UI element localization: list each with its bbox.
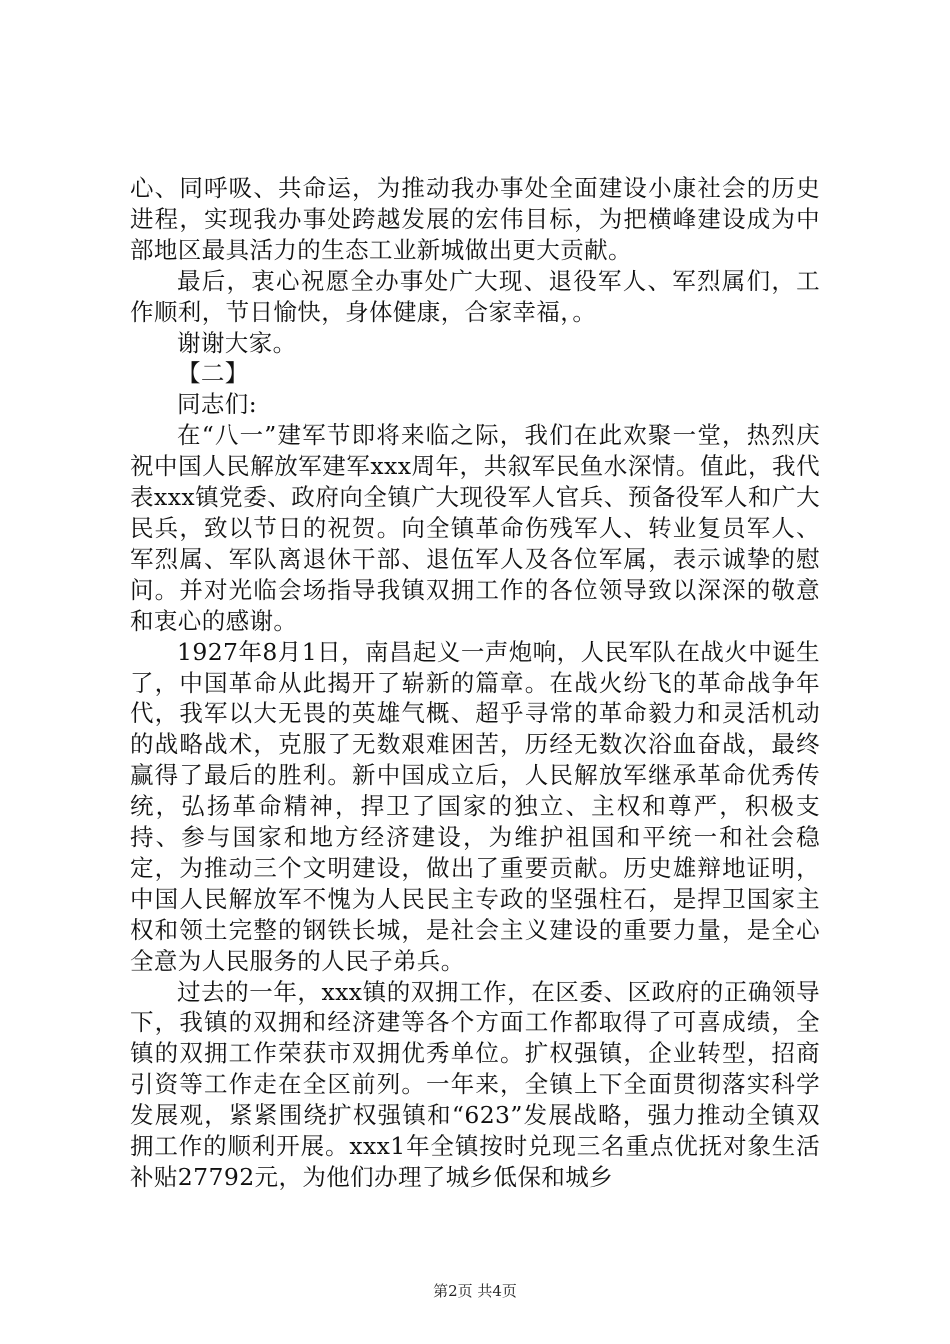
paragraph-continuation: 心、同呼吸、共命运，为推动我办事处全面建设小康社会的历史进程，实现我办事处跨越发展的宏伟目标，为把横峰建设成为中部地区最具活力的生态工业新城做出更大贡献。 (130, 174, 820, 264)
section-heading: 【二】 (177, 359, 249, 388)
salutation: 同志们: (177, 390, 258, 419)
page-number-footer: 第2页 共4页 (433, 1282, 517, 1300)
paragraph-history: 1927年8月1日，南昌起义一声炮响，人民军队在战火中诞生了，中国革命从此揭开了崭新的篇章。在战火纷飞的革命战争年代，我军以大无畏的英雄气概、超乎寻常的革命毅力和灵活机动的战略战术，克服了无数艰难困苦，历经无数次浴血奋战，最终赢得了最后的胜利。新中国成立后，人民解放军继承革命优秀传统，弘扬革命精神，捍卫了国家的独立、主权和尊严，积极支持、参与国家和地方经济建设，为维护祖国和平统一和社会稳定，为推动三个文明建设，做出了重要贡献。历史雄辩地证明，中国人民解放军不愧为人民民主专政的坚强柱石，是捍卫国家主权和领土完整的钢铁长城，是社会主义建设的重要力量，是全心全意为人民服务的人民子弟兵。 (130, 637, 820, 975)
paragraph-closing-wishes: 最后，衷心祝愿全办事处广大现、退役军人、军烈属们，工作顺利，节日愉快，身体健康，合家幸福，。 (130, 266, 820, 326)
document-body (130, 173, 820, 1193)
paragraph-thanks: 谢谢大家。 (177, 328, 297, 357)
paragraph-opening: 在“八一”建军节即将来临之际，我们在此欢聚一堂，热烈庆祝中国人民解放军建军xxx周年，共叙军民鱼水深情。值此，我代表xxx镇党委、政府向全镇广大现役军人官兵、预备役军人和广大民兵，致以节日的祝贺。向全镇革命伤残军人、转业复员军人、军烈属、军队离退休干部、退伍军人及各位军属，表示诚挚的慰问。并对光临会场指导我镇双拥工作的各位领导致以深深的敬意和衷心的感谢。 (130, 421, 820, 635)
paragraph-past-year: 过去的一年，xxx镇的双拥工作，在区委、区政府的正确领导下，我镇的双拥和经济建等各个方面工作都取得了可喜成绩，全镇的双拥工作荣获市双拥优秀单位。扩权强镇，企业转型，招商引资等工作走在全区前列。一年来，全镇上下全面贯彻落实科学发展观，紧紧围绕扩权强镇和“623”发展战略，强力推动全镇双拥工作的顺利开展。xxx1年全镇按时兑现三名重点优抚对象生活补贴27792元，为他们办理了城乡低保和城乡 (130, 977, 820, 1191)
